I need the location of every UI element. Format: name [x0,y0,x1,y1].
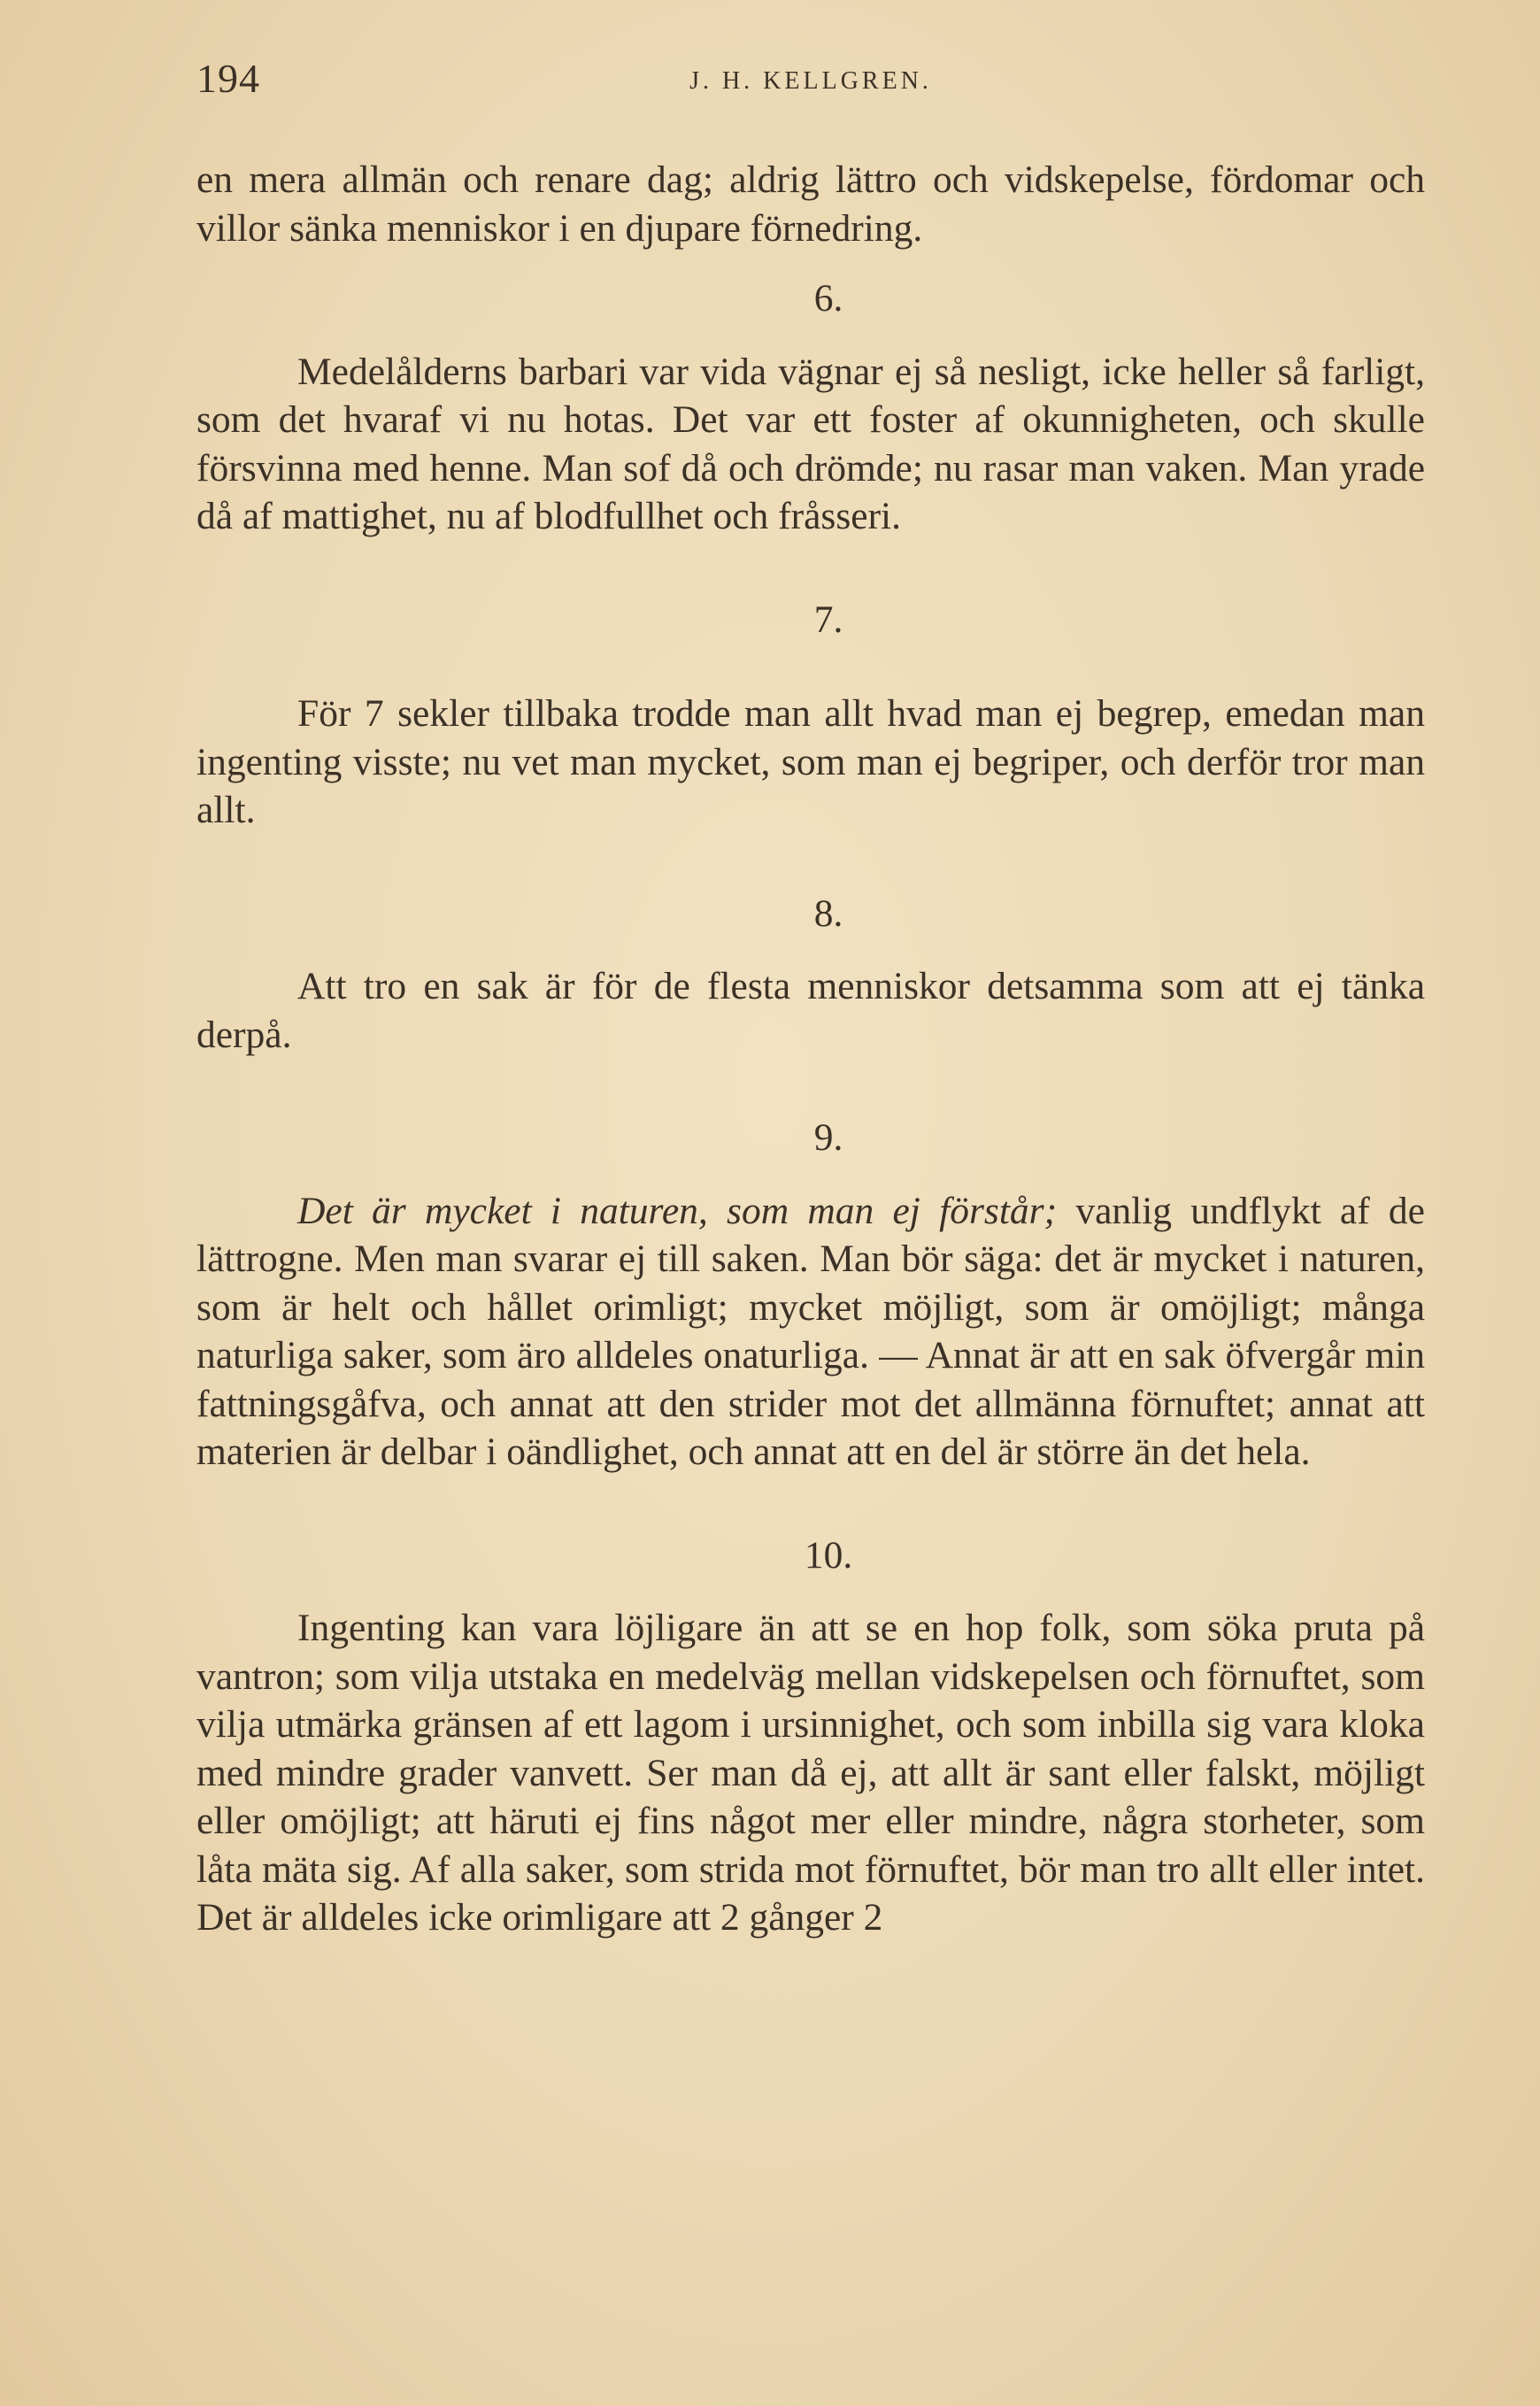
section-number-10: 10. [804,1533,853,1577]
section-9-text: vanlig undflykt af de lättrogne. Men man svarar ej till saken. Man bör säga: det är mycket i naturen, som är helt och hållet orimligt; mycket möjligt, som är omöjligt; många naturliga saker, som äro alldeles onaturliga. — Annat är att en sak öfvergår min fattningsgåfva, och annat att den strider mot det allmänna förnuftet; annat att materien är delbar i oändlighet, och annat att en del är större än det hela. [196,1189,1425,1473]
page-header [196,55,1425,108]
section-number-6: 6. [813,277,843,320]
section-9-italic-quote: Det är mycket i naturen, som man ej förstår; [297,1189,1058,1232]
continuation-paragraph: en mera allmän och renare dag; aldrig lättro och vidskepelse, fördomar och villor sänka menniskor i en djupare förnedring. [196,158,1425,250]
section-number-9: 9. [813,1116,843,1159]
section-10-paragraph: Ingenting kan vara löjligare än att se en hop folk, som söka pruta på vantron; som vilja utstaka en medelväg mellan vidskepelsen och förnuftet, som vilja utmärka gränsen af ett lagom i ursinnighet, och som inbilla sig vara kloka med mindre grader vanvett. Ser man då ej, att allt är sant eller falskt, möjligt eller omöjligt; att häruti ej fins något mer eller mindre, några storheter, som låta mäta sig. Af alla saker, som strida mot förnuftet, bör man tro allt eller intet. Det är alldeles icke orimligare att 2 gånger 2 [196,1607,1425,1939]
section-6-paragraph: Medelålderns barbari var vida vägnar ej så nesligt, icke heller så farligt, som det hvaraf vi nu hotas. Det var ett foster af okunnigheten, och skulle försvinna med henne. Man sof då och drömde; nu rasar man vaken. Man yrade då af mattighet, nu af blodfullhet och fråsseri. [196,350,1425,537]
section-9-paragraph [196,1187,1425,1477]
running-head: J. H. KELLGREN. [689,67,932,95]
section-number-8: 8. [813,891,843,935]
page-number: 194 [196,56,260,101]
section-number-7: 7. [813,598,843,641]
section-7-paragraph: För 7 sekler tillbaka trodde man allt hvad man ej begrep, emedan man ingenting visste; nu vet man mycket, som man ej begriper, och derför tror man allt. [196,692,1425,831]
body-text [196,156,1425,1942]
section-8-paragraph: Att tro en sak är för de flesta menniskor detsamma som att ej tänka derpå. [196,965,1425,1056]
